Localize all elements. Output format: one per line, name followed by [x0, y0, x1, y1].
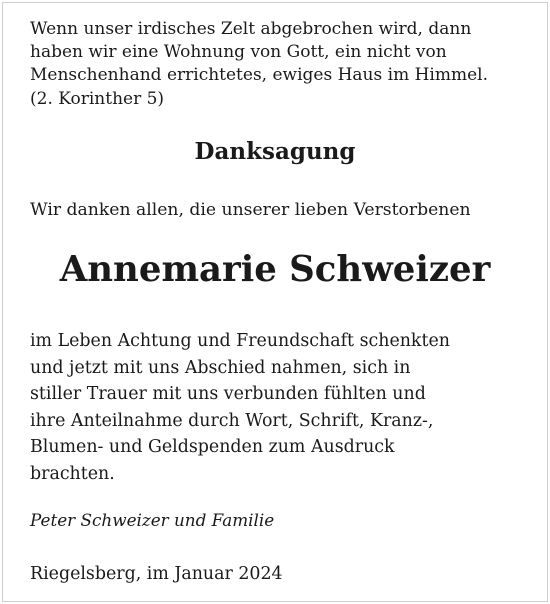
signature: Peter Schweizer und Familie: [30, 510, 275, 530]
thanks-body-line: und jetzt mit uns Abschied nahmen, sich in: [30, 357, 411, 378]
bible-quote: [30, 18, 530, 111]
bible-quote-line: haben wir eine Wohnung von Gott, ein nicht von: [30, 42, 447, 63]
thanks-body-line: ihre Anteilnahme durch Wort, Schrift, Kranz-,: [30, 410, 434, 431]
thanks-body-line: im Leben Achtung und Freundschaft schenkten: [30, 331, 450, 351]
thanks-body-line: stiller Trauer mit uns verbunden fühlten und: [30, 384, 426, 405]
notice-heading: Danksagung: [194, 138, 356, 165]
thanks-body-line: brachten.: [30, 463, 115, 484]
intro-text: Wir danken allen, die unserer lieben Verstorbenen: [30, 200, 471, 220]
thanks-body: [30, 328, 540, 488]
bible-quote-reference: (2. Korinther 5): [30, 88, 165, 109]
deceased-name: Annemarie Schweizer: [59, 249, 491, 290]
bible-quote-line: Wenn unser irdisches Zelt abgebrochen wird, dann: [30, 19, 472, 39]
place-and-date: Riegelsberg, im Januar 2024: [30, 564, 283, 584]
thanks-body-line: Blumen- und Geldspenden zum Ausdruck: [30, 437, 395, 458]
bible-quote-line: Menschenhand errichtetes, ewiges Haus im Himmel.: [30, 65, 488, 86]
